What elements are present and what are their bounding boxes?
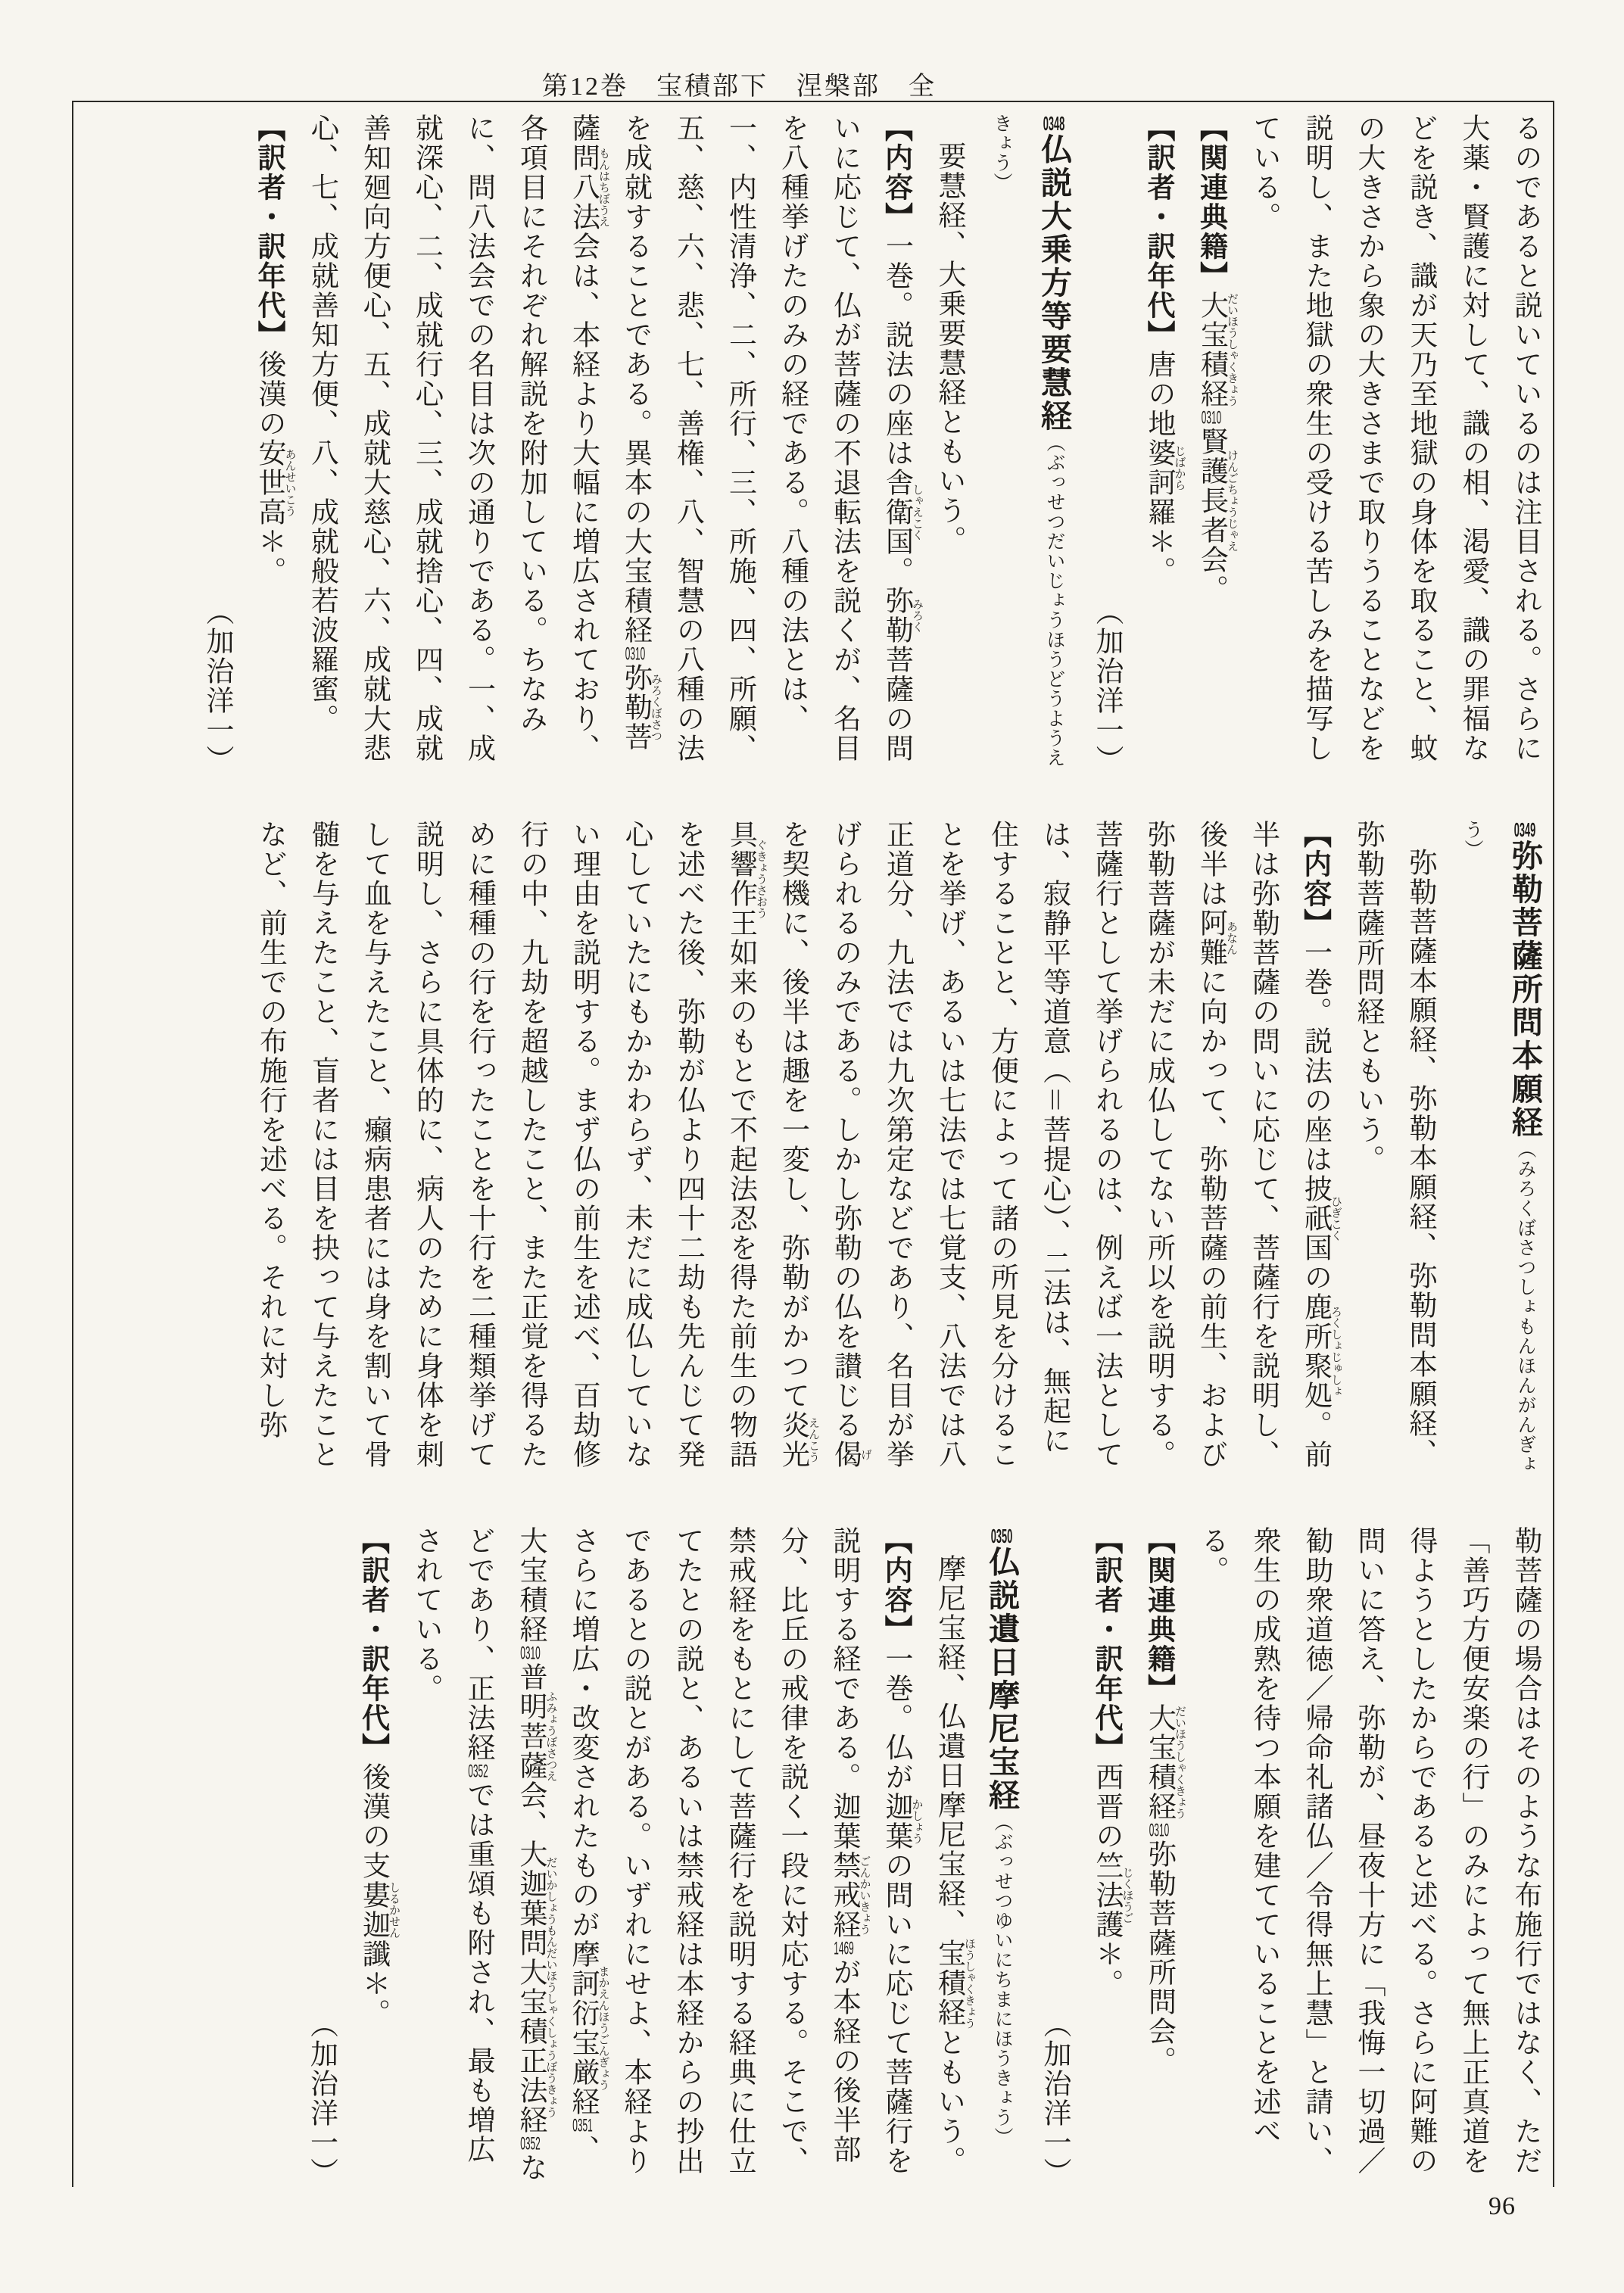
ruby-term: 偈げ (829, 1440, 871, 1469)
header-rule (72, 101, 1554, 102)
text-run: 弥勒菩薩所問会。 (1143, 1840, 1175, 2076)
ruby-term: 賢護長者会けんごちょうじゃえ (1195, 427, 1238, 575)
catalog-number: 0310 (1201, 409, 1222, 427)
text-run: るのであると説いているのは注目される。さらに大薬・賢護に対して、識の相、渇愛、識の罪福などを説き、識が天乃至地獄の身体を取ること、蚊の大きさから象の大きさまで取りうることなどを説明し、また地獄の衆生の受ける苦しみを描写している。 (1248, 114, 1541, 763)
text-run: 弥勒菩薩本願経、弥勒本願経、弥勒問本願経、弥勒菩薩所問経ともいう。 (1352, 820, 1435, 1468)
bold-text: 【訳者・訳年代】 (1091, 1526, 1122, 1762)
reading-kana: （ぶっせつゆいにちまにほうきょう） (992, 1812, 1012, 2147)
text-run: （加治洋一） (1091, 597, 1122, 774)
text-run: に向かって、弥勒菩薩の前生、および弥勒菩薩が未だに成仏してない所以を説明する。菩薩行として挙げられるのは、例えば一法としては、寂静平等道意（＝菩提心）、二法は、無起に住することと、方便によって諸の所見を分けることを挙げ、あるいは七法では七覚支、八法では八正道分、九法では九次第定などであり、名目が挙げられるのみである。しかし弥勒の仏を讃じる (829, 820, 1227, 1469)
text-run: 要慧経、大乗要慧経ともいう。 (934, 142, 965, 555)
ruby-term: 大迦葉問大宝積正法経だいかしょうもんだいほうしゃくしょうぼうきょう (515, 1840, 557, 2135)
catalog-number: 0310 (520, 1644, 541, 1662)
text-run: が本経の後半部分、比丘の戒律を説く一段に対応する。そこで、禁戒経をもとにして菩薩行を説明する経典に仕立てたとの説と、あるいは禁戒経は本経からの抄出であるとの説とがある。いずれにせよ、本経よりさらに増広・改変されたものが (567, 1526, 859, 2176)
entry-heading (975, 114, 1080, 774)
attribution (295, 1526, 348, 2187)
text-run: の (1299, 1263, 1331, 1292)
attribution (191, 114, 243, 774)
bold-text: 【訳者・訳年代】 (254, 114, 285, 350)
catalog-number: 0348 (1043, 114, 1065, 133)
text-run: 一巻。説法の座は (1299, 938, 1331, 1174)
right-border-rule (1553, 101, 1554, 2187)
text-run: ＊。 (1091, 1939, 1122, 1999)
bold-text: 【訳者・訳年代】 (357, 1526, 389, 1762)
text-band-middle (73, 820, 1551, 1481)
catalog-number: 0350 (990, 1526, 1013, 1546)
text-run: 。 (881, 556, 912, 586)
bold-text: 【関連典籍】 (1143, 1526, 1175, 1703)
ruby-term: 舎衛国しゃえこく (881, 468, 923, 556)
bold-text: 【内容】 (1299, 820, 1331, 938)
text-run: は、本経より大幅に増広されており、各項目にそれぞれ解説を附加している。ちなみに、問八法会での名目は次の通りである。一、成就深心、二、成就行心、三、成就捨心、四、成就善知廻向方便心、五、成就大慈心、六、成就大悲心、七、成就善知方便、八、成就般若波羅蜜。 (306, 114, 599, 763)
ruby-term: 摩訶衍宝厳経まかえんほうごんぎょう (567, 1939, 609, 2117)
text-run: ＊。 (254, 527, 285, 586)
text-run: 如来のもとで不起法忍を得た前生の物語を述べた後、弥勒が仏より四十二劫も先んじて発心していたにもかかわらず、未だに成仏していない理由を説明する。まず仏の前生を述べ、百劫修行の中、九劫を超越したこと、また正覚を得るために種種の行を行ったことを十行を二種類挙げて説明し、さらに具体的に、病人のために身体を刺して血を与えたこと、癩病患者には身を割いて骨髄を与えたこと、盲者には目を抉って与えたことなど、前生での布施行を述べる。それに対し弥 (254, 820, 756, 1469)
ruby-term: 地婆訶羅じばから (1143, 409, 1186, 527)
ruby-term: 披祇国ひぎこく (1299, 1174, 1342, 1263)
paragraph (1080, 1526, 1133, 2187)
page-number: 96 (1488, 2192, 1516, 2220)
reading-kana: （ぶっせつだいじょうほうどうようえきょう） (991, 114, 1064, 768)
text-run: 、大宝積経 (515, 1526, 598, 2164)
text-run: を契機に、後半は趣を一変し、弥勒がかつて (777, 820, 809, 1410)
text-run: （加治洋一） (201, 597, 232, 774)
text-run: 一巻。仏が (881, 1644, 912, 1792)
paragraph (1342, 820, 1446, 1481)
ruby-term: 阿難あなん (1195, 908, 1237, 967)
text-run: 一巻。説法の座は (881, 232, 912, 468)
text-band-bottom (73, 1526, 1551, 2187)
ruby-term: 大宝積経だいほうしゃくきょう (1195, 291, 1238, 409)
catalog-number: 0351 (572, 2117, 593, 2135)
entry-heading (975, 1526, 1028, 2187)
text-run: 。 (1195, 575, 1227, 604)
running-head: 第12巻 宝積部下 涅槃部 全 (542, 73, 937, 101)
catalog-number: 0349 (1513, 820, 1536, 840)
paragraph (243, 114, 296, 774)
paragraph (1238, 114, 1551, 774)
paragraph (296, 114, 924, 774)
paragraph (923, 114, 975, 774)
ruby-term: 禁戒経ごんかいきょう (828, 1851, 871, 1939)
text-run: 、 (515, 1810, 546, 1840)
bold-text: 【関連典籍】 (1195, 114, 1227, 291)
ruby-term: 普明菩薩会ふみょうぼさつえ (515, 1662, 557, 1810)
ruby-term: 弥勒みろく (881, 586, 923, 645)
catalog-number: 0352 (468, 1762, 488, 1781)
paragraph (1186, 114, 1239, 774)
text-run: 後漢の (357, 1762, 389, 1851)
text-run: 勒菩薩の場合はそのような布施行ではなく、ただ「善巧方便安楽の行」のみによって無上正真道を得ようとしたからであると述べる。さらに阿難の問いに答え、弥勒が、昼夜十方に「我悔一切過／勧助衆道徳／帰命礼諸仏／令得無上慧」と請い、衆生の成熟を待つ本願を建てていることを述べる。 (1196, 1526, 1541, 2176)
attribution (1028, 1526, 1080, 2187)
text-run: ともいう。 (933, 2028, 965, 2176)
text-run: 菩薩の問いに応じて、仏が菩薩の不退転法を説くが、名目を八種挙げたのみの経である。八種の法とは、一、内性清浄、二、所行、三、所施、四、所願、五、慈、六、悲、七、善権、八、智慧の八種の法を成就することである。異本の大宝積経 (619, 114, 912, 763)
catalog-number: 0310 (1149, 1821, 1170, 1840)
catalog-number: 0310 (625, 645, 646, 663)
ruby-term: 鹿所聚処ろくしょじゅしょ (1299, 1292, 1342, 1410)
bold-text: 仏説遺日摩尼宝経 (984, 1546, 1019, 1812)
ruby-term: 炎光具響作王えんこうぐきょうさおう (725, 820, 819, 1469)
paragraph (923, 1526, 976, 2187)
text-run: ＊。 (357, 1969, 389, 2028)
paragraph (1186, 1526, 1551, 2187)
text-run: 後漢の (254, 350, 285, 438)
bold-text: 弥勒菩薩所問本願経 (1507, 840, 1542, 1139)
text-run: 摩尼宝経、仏遺日摩尼宝経、 (933, 1554, 965, 1938)
catalog-number: 0352 (520, 2135, 541, 2153)
ruby-term: 安世高あんせいこう (254, 438, 296, 527)
catalog-number: 1469 (834, 1939, 854, 1958)
ruby-term: 迦葉かしょう (881, 1792, 923, 1851)
paragraph (348, 1526, 401, 2187)
attribution (1080, 114, 1133, 774)
ruby-term: 支婁迦讖しるかせん (357, 1851, 400, 1969)
text-run: 西晋の (1091, 1762, 1122, 1851)
text-run: などであり、正法経 (463, 1526, 546, 2182)
text-run: （加治洋一） (1039, 2010, 1070, 2187)
ruby-term: 竺法護じくほうご (1091, 1851, 1133, 1939)
paragraph (1133, 114, 1186, 774)
bold-text: 【訳者・訳年代】 (1143, 114, 1174, 350)
text-band-top (73, 114, 1551, 774)
paragraph (245, 820, 1342, 1481)
text-run: では重頌も附され、最も増広されている。 (410, 1526, 494, 2164)
bold-text: 仏説大乗方等要慧経 (1036, 133, 1071, 433)
paragraph (400, 1526, 923, 2187)
ruby-term: 宝積経ほうしゃくきょう (933, 1937, 975, 2029)
text-run: ＊。 (1143, 527, 1174, 586)
paragraph (1133, 1526, 1186, 2187)
text-run: （加治洋一） (305, 2010, 337, 2187)
bold-text: 【内容】 (881, 1526, 912, 1644)
bold-text: 【内容】 (881, 114, 912, 232)
text-run: 唐の (1143, 350, 1174, 409)
text-run: の問いに応じて菩薩行を説明する経である。迦葉 (828, 1526, 912, 2176)
ruby-term: 弥勒菩薩問八法会みろくぼさつもんはちぼうえ (567, 114, 662, 752)
ruby-term: 大宝積経だいほうしゃくきょう (1143, 1703, 1186, 1821)
text-run: 。前半は弥勒菩薩の問いに応じて、菩薩行を説明し、後半は (1195, 820, 1331, 1469)
entry-heading (1446, 820, 1551, 1481)
reading-kana: （みろくぼさつしょもんほんがんぎょう） (1462, 820, 1535, 1474)
